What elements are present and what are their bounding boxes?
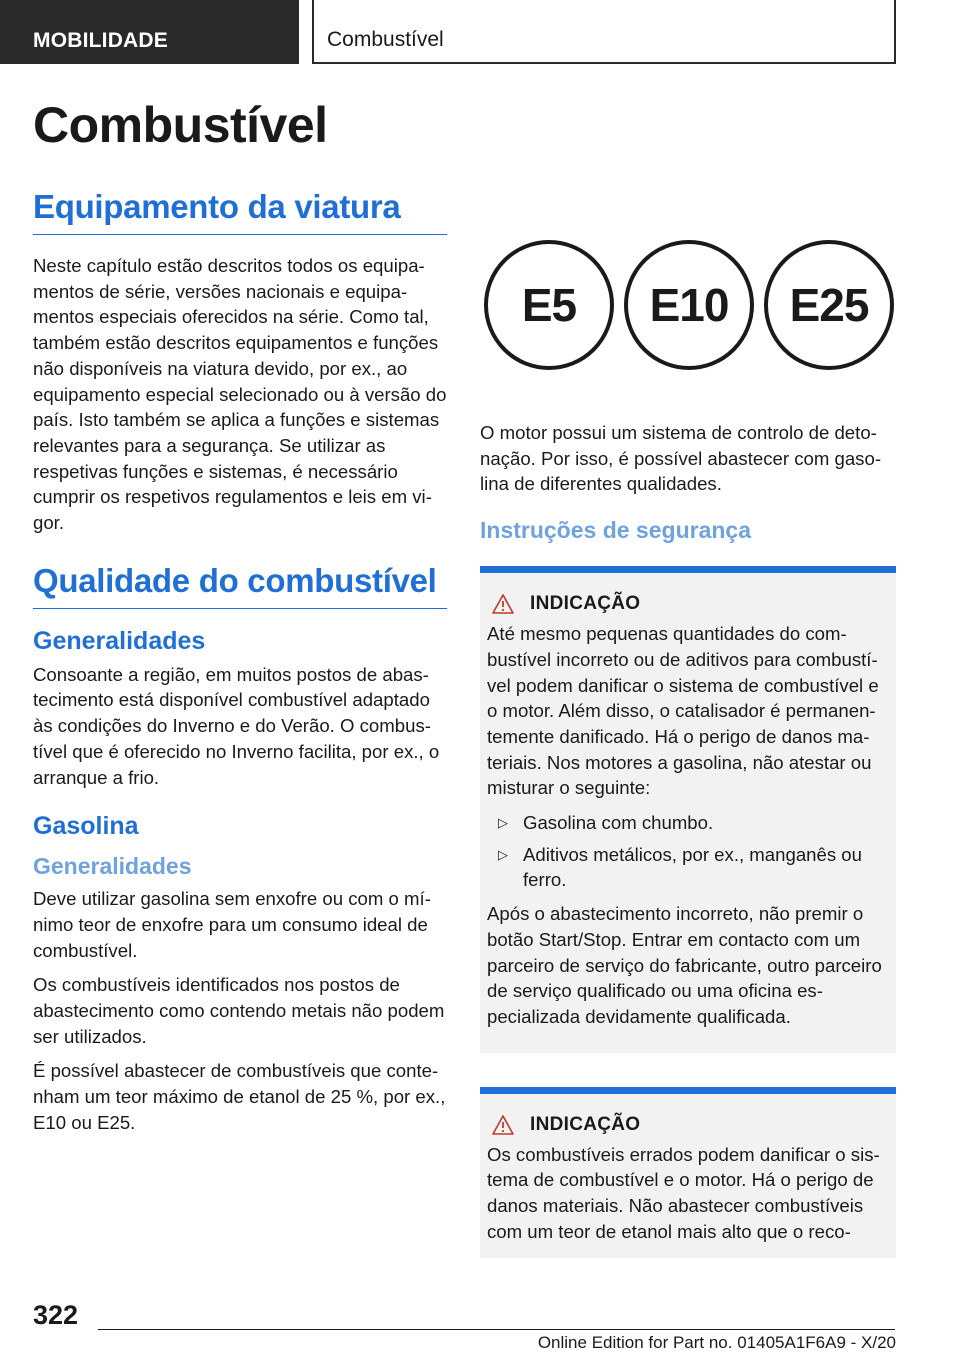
paragraph-engine: O motor possui um sistema de controlo de detonação. Por isso, é possível abastecer com gasolina de diferentes qualidades. [480,422,882,495]
footer-edition: Online Edition for Part no. 01405A1F6A9 - X/20 [537,1333,896,1352]
notice-title: INDICAÇÃO [530,593,641,615]
left-column [33,188,447,1145]
warning-icon [492,1115,514,1135]
ethanol-badges [480,240,896,380]
notice-list [487,810,888,893]
footer-divider [98,1329,895,1330]
badge-e10: E10 [624,240,754,370]
triangle-bullet-icon: ▷ [498,815,508,831]
list-item: ▷ Aditivos metálicos, por ex., manganês ou ferro. [498,843,862,891]
heading-fuel-quality: Qualidade do combustível [33,562,447,609]
heading-safety: Instruções de segurança [480,517,751,544]
notice-text: Os combustíveis errados podem danificar o sistema de combustível e o motor. Há o perigo de danos materiais. Não abastecer combustíveis com um teor de etanol mais alto que o reco- [487,1143,880,1242]
header-section-label: MOBILIDADE [0,0,299,64]
badge-e25: E25 [764,240,894,370]
paragraph-general: Consoante a região, em muitos postos de abastecimento está disponível combustível adaptado às condições do Inverno e do Verão. O combustível que é oferecido no Inverno facilita, por ex., o arranque a frio. [33,663,440,788]
paragraph-equipment: Neste capítulo estão descritos todos os equipamentos de série, versões nacionais e equipamentos especiais oferecidos na série. Como tal, também estão descritos equipamentos e funções não disponíveis na viatura devido, por ex., ao equipamento especial selecionado ou à versão do país. Isto também se aplica a funções e sistemas relevantes para a segurança. Se utilizar as respetivas funções e sistemas, é necessário cumprir os respetivos regulamentos e leis em vigor. [33,255,447,534]
heading-gasoline: Gasolina [33,812,139,841]
paragraph-gasoline-2: Os combustíveis identificados nos postos de abastecimento como contendo metais não podem ser utilizados. [33,974,445,1047]
notice-text: Até mesmo pequenas quantidades do combustível incorreto ou de aditivos para combustível podem danificar o sistema de combustível e o motor. Além disso, o catalisador é permanentemente danificado. Há o perigo de danos materiais. Nos motores a gasolina, não atestar ou misturar o seguinte: [487,623,879,799]
heading-gasoline-general: Generalidades [33,853,192,880]
notice-followup-text: Após o abastecimento incorreto, não premir o botão Start/Stop. Entrar em contacto com um parceiro de serviço do fabricante, outro parceiro de serviço qualificado ou uma oficina especializada devidamente qualificada. [487,903,882,1027]
list-item: ▷ Gasolina com chumbo. [487,810,888,836]
heading-equipment: Equipamento da viatura [33,188,447,235]
notice-title: INDICAÇÃO [530,1113,641,1135]
page-title: Combustível [33,97,328,153]
paragraph-gasoline-1: Deve utilizar gasolina sem enxofre ou com o mínimo teor de enxofre para um consumo ideal de combustível. [33,888,431,961]
heading-general: Generalidades [33,626,206,655]
paragraph-gasoline-3: É possível abastecer de combustíveis que contenham um teor máximo de etanol de 25 %, por ex., E10 ou E25. [33,1060,446,1133]
page-number: 322 [33,1300,79,1330]
notice-box-2 [480,1087,896,1259]
warning-icon [492,594,514,614]
notice-box-1 [480,566,896,1053]
right-column [480,420,896,1258]
header-chapter-label: Combustível [312,0,896,64]
triangle-bullet-icon: ▷ [498,846,508,862]
badge-e5: E5 [484,240,614,370]
